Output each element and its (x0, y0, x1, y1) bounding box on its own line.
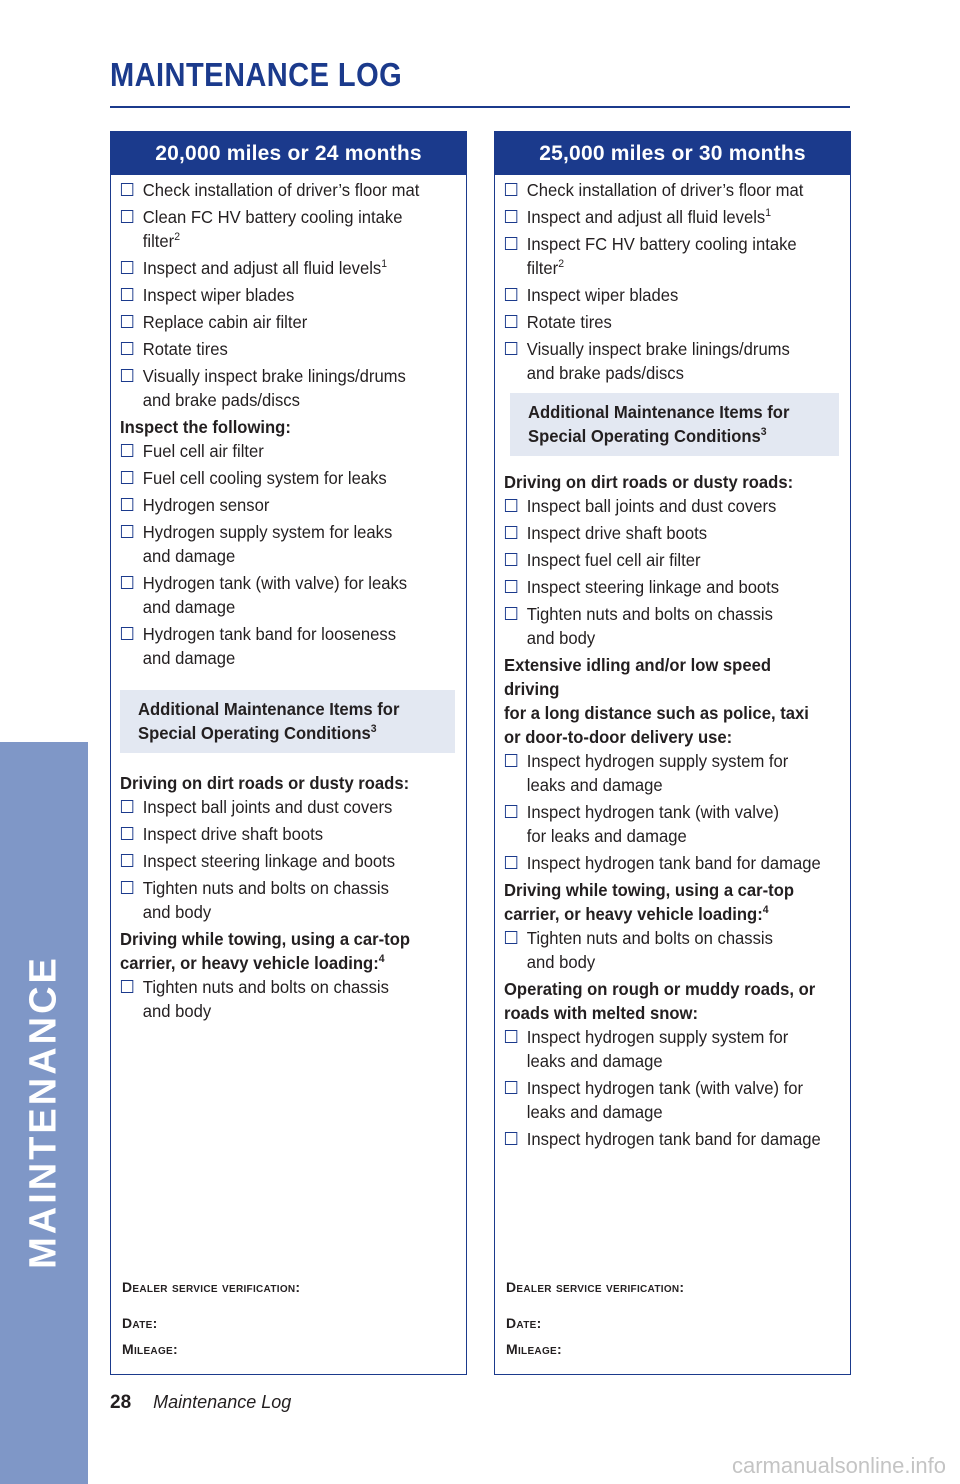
checklist-item (504, 205, 824, 229)
checkbox[interactable] (121, 444, 133, 457)
item-text: Check installation of driver’s floor mat (526, 180, 804, 200)
item-text: Inspect ball joints and dust covers (142, 797, 393, 817)
checkbox[interactable] (505, 580, 517, 593)
item-text: Tighten nuts and bolts on chassis (526, 928, 773, 948)
checklist-item (120, 364, 440, 412)
special-conditions-band (120, 690, 455, 753)
checkbox[interactable] (505, 1132, 517, 1145)
checklist-item (504, 851, 824, 875)
item-text: Tighten nuts and bolts on chassis (142, 977, 389, 997)
inspect-heading: Inspect the following: (120, 417, 291, 437)
condition-heading-line: Driving while towing, using a car-top (120, 929, 411, 949)
checklist-item (120, 205, 440, 253)
item-text-continued: leaks and damage (526, 775, 663, 795)
checkbox[interactable] (505, 183, 517, 196)
checkbox[interactable] (121, 525, 133, 538)
footer-title: Maintenance Log (153, 1392, 292, 1412)
checklist-item (120, 622, 440, 670)
checkbox[interactable] (121, 342, 133, 355)
checkbox[interactable] (505, 805, 517, 818)
checklist-item (504, 800, 824, 848)
panel-25000-miles (494, 131, 851, 1375)
item-text-continued: and brake pads/discs (142, 390, 300, 410)
item-text: Hydrogen supply system for leaks (142, 522, 393, 542)
item-text: Inspect steering linkage and boots (526, 577, 780, 597)
panel-header: 20,000 miles or 24 months (111, 132, 466, 175)
checkbox[interactable] (505, 315, 517, 328)
band-title-text: Special Operating Conditions (528, 426, 761, 446)
dealer-verification (122, 1274, 300, 1362)
item-text: Clean FC HV battery cooling intake filter (142, 207, 403, 251)
checklist-item (504, 521, 824, 545)
checkbox[interactable] (505, 931, 517, 944)
checkbox[interactable] (505, 607, 517, 620)
footnote-ref: 4 (378, 953, 385, 966)
item-text: Fuel cell air filter (142, 441, 264, 461)
item-text: Hydrogen sensor (142, 495, 270, 515)
item-text-continued: and body (142, 1001, 212, 1021)
checkbox[interactable] (121, 627, 133, 640)
item-text: Inspect hydrogen tank band for damage (526, 1129, 821, 1149)
checkbox[interactable] (121, 288, 133, 301)
checkbox[interactable] (121, 980, 133, 993)
watermark: carmanualsonline.info (731, 1453, 946, 1478)
band-title-line: Additional Maintenance Items for (138, 699, 400, 719)
checkbox[interactable] (505, 526, 517, 539)
condition-heading-line: carrier, or heavy vehicle loading: (504, 904, 763, 924)
panel-header: 25,000 miles or 30 months (495, 132, 850, 175)
footnote-ref: 2 (558, 258, 565, 271)
item-text-continued: leaks and damage (526, 1102, 663, 1122)
checklist-item (120, 493, 440, 517)
checklist-item (120, 975, 440, 1023)
dealer-verification (506, 1274, 684, 1362)
checklist-item (120, 466, 440, 490)
checkbox[interactable] (121, 576, 133, 589)
checklist-item (504, 337, 824, 385)
checklist-item (504, 1076, 824, 1124)
checklist-item (504, 1127, 824, 1151)
item-text: Inspect hydrogen tank (with valve) for (526, 1078, 804, 1098)
band-title-line (138, 721, 428, 745)
item-text: Tighten nuts and bolts on chassis (526, 604, 773, 624)
checklist-item (504, 310, 824, 334)
condition-heading (120, 927, 440, 975)
checklist-item (504, 232, 824, 280)
item-text-continued: and body (526, 628, 596, 648)
checklist-item (504, 283, 824, 307)
checkbox[interactable] (505, 210, 517, 223)
checkbox[interactable] (121, 498, 133, 511)
item-text-continued: and damage (142, 546, 236, 566)
condition-heading (504, 878, 824, 926)
condition-heading (120, 771, 440, 795)
checklist-item (504, 602, 824, 650)
page-number: 28 (110, 1392, 132, 1413)
item-text: Inspect hydrogen tank (with valve) (526, 802, 780, 822)
checkbox[interactable] (505, 288, 517, 301)
special-conditions-band (510, 393, 839, 456)
panel-body (111, 175, 466, 1023)
item-text-continued: for leaks and damage (526, 826, 687, 846)
checkbox[interactable] (505, 342, 517, 355)
band-title-line (528, 424, 812, 448)
checklist-item (504, 178, 824, 202)
checklist-item (504, 749, 824, 797)
footnote-ref: 3 (760, 426, 767, 439)
page-footer (110, 1392, 291, 1414)
checkbox[interactable] (121, 183, 133, 196)
footnote-ref: 4 (762, 904, 769, 917)
checklist-item (120, 571, 440, 619)
item-text: Inspect FC HV battery cooling intake filter (526, 234, 797, 278)
condition-heading-line: carrier, or heavy vehicle loading: (120, 953, 379, 973)
item-text: Fuel cell cooling system for leaks (142, 468, 387, 488)
item-text: Hydrogen tank band for looseness (142, 624, 397, 644)
item-text-continued: and brake pads/discs (526, 363, 684, 383)
dealer-service-verification-label: Dealer service verification: (506, 1279, 685, 1295)
date-label: Date: (122, 1315, 158, 1331)
item-text: Inspect hydrogen supply system for (526, 751, 789, 771)
item-text: Tighten nuts and bolts on chassis (142, 878, 389, 898)
checkbox[interactable] (121, 210, 133, 223)
dealer-service-verification-label: Dealer service verification: (122, 1279, 301, 1295)
page-title: MAINTENANCE LOG (110, 56, 403, 93)
checklist-item (120, 283, 440, 307)
checklist-item (120, 520, 440, 568)
checklist-item (120, 256, 440, 280)
panel-20000-miles (110, 131, 467, 1375)
checkbox[interactable] (505, 856, 517, 869)
checkbox[interactable] (505, 754, 517, 767)
checkbox[interactable] (121, 261, 133, 274)
item-text: Inspect wiper blades (142, 285, 295, 305)
item-text: Inspect and adjust all fluid levels (526, 207, 766, 227)
checkbox[interactable] (505, 499, 517, 512)
footnote-ref: 1 (381, 258, 388, 271)
item-text: Rotate tires (526, 312, 612, 332)
item-text: Visually inspect brake linings/drums (142, 366, 406, 386)
item-text-continued: and body (142, 902, 212, 922)
date-label: Date: (506, 1315, 542, 1331)
item-text-continued: and damage (142, 648, 236, 668)
condition-heading-line: Driving while towing, using a car-top (504, 880, 795, 900)
item-text: Inspect hydrogen tank band for damage (526, 853, 821, 873)
item-text: Inspect steering linkage and boots (142, 851, 396, 871)
side-section-label: MAINTENANCE (22, 955, 65, 1269)
item-text: Visually inspect brake linings/drums (526, 339, 790, 359)
footnote-ref: 2 (174, 231, 181, 244)
checklist-item (120, 310, 440, 334)
mileage-label: Mileage: (122, 1341, 178, 1357)
condition-heading-line: Extensive idling and/or low speed driving (504, 655, 771, 699)
band-title-line: Additional Maintenance Items for (528, 402, 790, 422)
condition-heading-line: or door-to-door delivery use: (504, 727, 733, 747)
checkbox[interactable] (121, 471, 133, 484)
condition-heading (504, 653, 824, 749)
checklist-item (120, 795, 440, 819)
item-text-continued: and body (526, 952, 596, 972)
checklist-item (120, 337, 440, 361)
checkbox[interactable] (121, 800, 133, 813)
checklist-item (120, 876, 440, 924)
item-text: Rotate tires (142, 339, 228, 359)
checkbox[interactable] (121, 881, 133, 894)
item-text: Inspect hydrogen supply system for (526, 1027, 789, 1047)
item-text: Check installation of driver’s floor mat (142, 180, 420, 200)
footnote-ref: 1 (765, 207, 772, 220)
item-text: Inspect ball joints and dust covers (526, 496, 777, 516)
checklist-item (120, 822, 440, 846)
checklist-item (120, 439, 440, 463)
title-divider (110, 106, 850, 108)
checklist-item (504, 494, 824, 518)
checklist-item (504, 548, 824, 572)
footnote-ref: 3 (370, 723, 377, 736)
checklist-item (504, 1025, 824, 1073)
checkbox[interactable] (505, 237, 517, 250)
checklist-item (120, 178, 440, 202)
checklist-item (504, 575, 824, 599)
item-text-continued: and damage (142, 597, 236, 617)
checkbox[interactable] (121, 369, 133, 382)
panel-body (495, 175, 850, 1151)
item-text: Hydrogen tank (with valve) for leaks (142, 573, 408, 593)
checkbox[interactable] (505, 1030, 517, 1043)
condition-heading-line: Driving on dirt roads or dusty roads: (504, 472, 794, 492)
checkbox[interactable] (121, 854, 133, 867)
condition-heading-line: Driving on dirt roads or dusty roads: (120, 773, 410, 793)
item-text: Inspect wiper blades (526, 285, 679, 305)
checklist-item (120, 849, 440, 873)
item-text: Inspect drive shaft boots (526, 523, 708, 543)
checkbox[interactable] (505, 553, 517, 566)
item-text: Inspect fuel cell air filter (526, 550, 701, 570)
checkbox[interactable] (505, 1081, 517, 1094)
item-text-continued: leaks and damage (526, 1051, 663, 1071)
checkbox[interactable] (121, 315, 133, 328)
item-text: Inspect and adjust all fluid levels (142, 258, 382, 278)
checkbox[interactable] (121, 827, 133, 840)
mileage-label: Mileage: (506, 1341, 562, 1357)
checklist-item (504, 926, 824, 974)
condition-heading (504, 977, 824, 1025)
condition-heading-line: Operating on rough or muddy roads, or (504, 979, 816, 999)
item-text: Replace cabin air filter (142, 312, 308, 332)
condition-heading-line: roads with melted snow: (504, 1003, 698, 1023)
band-title-text: Special Operating Conditions (138, 723, 371, 743)
item-text: Inspect drive shaft boots (142, 824, 324, 844)
condition-heading-line: for a long distance such as police, taxi (504, 703, 809, 723)
condition-heading (504, 470, 824, 494)
